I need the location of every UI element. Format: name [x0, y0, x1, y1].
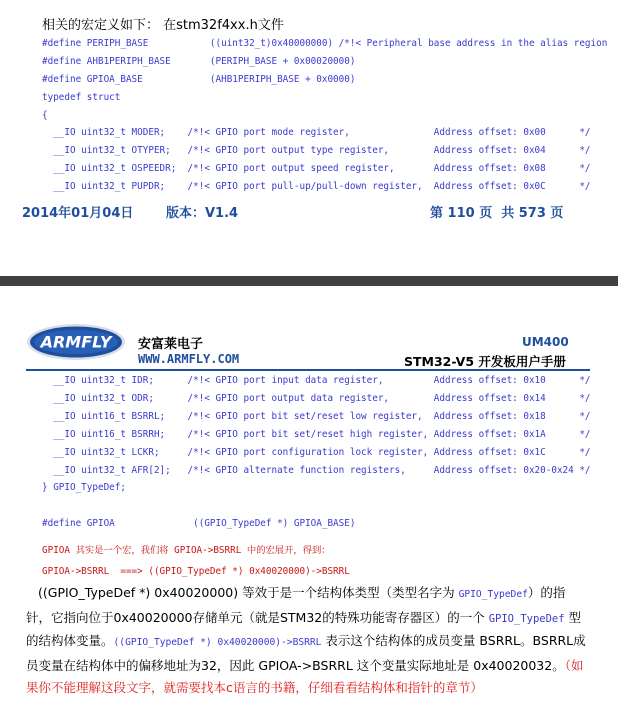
code-pupdr-line: __IO uint32_t PUPDR; /*!< GPIO port pull-up/pull-down register, Address offset: 0x0C */: [42, 181, 591, 192]
code-typedef-struct: typedef struct: [42, 92, 121, 103]
company-name: 安富莱电子: [138, 337, 204, 352]
para-text-2: ）的指针，它指向位于0x40020000存储单元（就是STM32的特殊功能寄存器区）的一个: [26, 585, 566, 625]
para-code-typedef-1: GPIO_TypeDef: [458, 589, 528, 600]
para-red-note: （如果你不能理解这段文字，就需要找本c语言的书籍，仔细看看结构体和指针的章节）: [26, 657, 584, 695]
code-bsrrl-line: __IO uint16_t BSRRL; /*!< GPIO port bit set/reset low register, Address offset: 0x18 */: [42, 411, 591, 422]
explanation-paragraph: [26, 582, 588, 700]
manual-title: STM32-V5 开发板用户手册: [404, 354, 566, 369]
code-open-brace: {: [42, 110, 48, 121]
page-separator: [0, 276, 618, 286]
code-lckr-line: __IO uint32_t LCKR; /*!< GPIO port configuration lock register, Address offset: 0x1C */: [42, 447, 591, 458]
armfly-logo: [26, 323, 126, 361]
para-text-3: 型的结构体变量。: [26, 609, 582, 648]
intro-text: 相关的宏定义如下： 在stm32f4xx.h文件: [42, 18, 284, 33]
code-bsrrh-line: __IO uint16_t BSRRH; /*!< GPIO port bit set/reset high register, Address offset: 0x1A */: [42, 429, 591, 440]
code-afr-line: __IO uint32_t AFR[2]; /*!< GPIO alternate function registers, Address offset: 0x20-0x24 */: [42, 465, 591, 476]
para-code-typedef-2: GPIO_TypeDef: [488, 612, 565, 625]
para-text-1: ((GPIO_TypeDef *) 0x40020000) 等效于是一个结构体类型（类型名字为: [38, 585, 459, 600]
header-rule: [26, 369, 590, 371]
code-define-gpioa: #define GPIOA ((GPIO_TypeDef *) GPIOA_BASE): [42, 518, 356, 529]
code-expansion: GPIOA->BSRRL ===> ((GPIO_TypeDef *) 0x40020000)->BSRRL: [42, 566, 350, 577]
model-number: UM400: [522, 335, 569, 349]
para-code-cast: ((GPIO_TypeDef *) 0x40020000)->BSRRL: [113, 637, 322, 648]
code-odr-line: __IO uint32_t ODR; /*!< GPIO port output data register, Address offset: 0x14 */: [42, 393, 591, 404]
para-text-4: 表示这个结构体的成员变量 BSRRL。BSRRL成员变量在结构体中的偏移地址为32，因此 GPIOA->BSRRL 这个变量实际地址是 0x40020032。: [26, 633, 586, 673]
note-macro-expansion: GPIOA 其实是一个宏，我们将 GPIOA->BSRRL 中的宏展开，得到：: [42, 545, 331, 556]
company-url[interactable]: WWW.ARMFLY.COM: [138, 352, 240, 366]
footer-page-number: 第 110 页 共 573 页: [430, 206, 564, 221]
code-otyper-line: __IO uint32_t OTYPER; /*!< GPIO port output type register, Address offset: 0x04 */: [42, 145, 591, 156]
code-ospeedr-line: __IO uint32_t OSPEEDR; /*!< GPIO port output speed register, Address offset: 0x08 */: [42, 163, 591, 174]
logo-text: ARMFLY: [40, 332, 112, 352]
code-idr-line: __IO uint32_t IDR; /*!< GPIO port input data register, Address offset: 0x10 */: [42, 375, 591, 386]
footer-version: 版本：V1.4: [166, 206, 239, 221]
code-struct-end: } GPIO_TypeDef;: [42, 482, 126, 493]
code-define-ahb1periph-base: #define AHB1PERIPH_BASE (PERIPH_BASE + 0x00020000): [42, 56, 356, 67]
code-define-gpioa-base: #define GPIOA_BASE (AHB1PERIPH_BASE + 0x0000): [42, 74, 356, 85]
code-define-periph-base: #define PERIPH_BASE ((uint32_t)0x40000000) /*!< Peripheral base address in the alias region: [42, 38, 608, 49]
footer-date: 2014年01月04日: [22, 206, 134, 221]
code-moder-line: __IO uint32_t MODER; /*!< GPIO port mode register, Address offset: 0x00 */: [42, 127, 591, 138]
